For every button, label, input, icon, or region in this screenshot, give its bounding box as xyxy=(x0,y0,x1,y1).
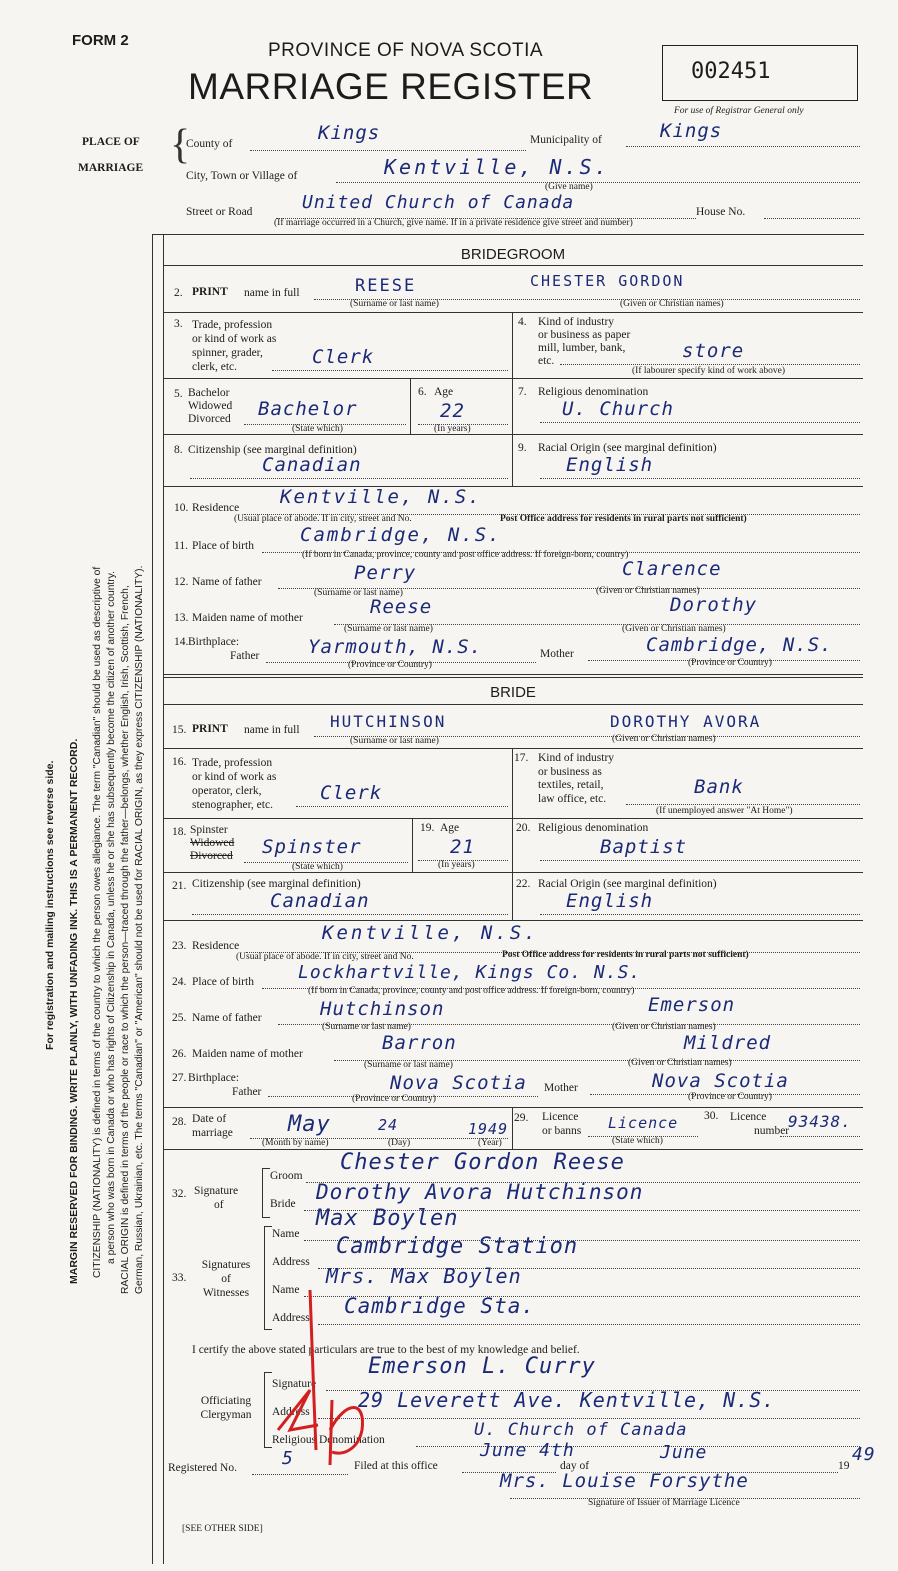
field-12-label: Name of father xyxy=(192,576,262,588)
field-17-line-3: textiles, retail, xyxy=(538,779,604,791)
groom-label: Groom xyxy=(270,1170,303,1182)
field-14-sub-father: (Province or Country) xyxy=(348,660,432,670)
sub-month: (Month by name) xyxy=(262,1138,329,1148)
field-13-sub-surname: (Surname or last name) xyxy=(344,624,433,634)
field-15-sub-surname: (Surname or last name) xyxy=(350,736,439,746)
bridegroom-heading: BRIDEGROOM xyxy=(460,246,566,263)
field-16-number: 16. xyxy=(172,756,187,768)
field-4-line-1: Kind of industry xyxy=(538,316,615,328)
field-9-label: Racial Origin (see marginal definition) xyxy=(538,442,717,454)
field-3-label xyxy=(192,318,276,374)
officiating-line-1: Officiating xyxy=(200,1395,252,1407)
field-20-label: Religious denomination xyxy=(538,822,649,834)
field-17-label xyxy=(538,752,614,806)
bride-racial-origin: English xyxy=(566,890,654,912)
register-number-box xyxy=(662,45,858,101)
margin-instructions xyxy=(0,0,150,1571)
sub-day: (Day) xyxy=(388,1138,411,1148)
field-10-sub: (Usual place of abode. If in city, street and No. xyxy=(234,514,412,524)
certification-statement: I certify the above stated particulars are true to the best of my knowledge and belief. xyxy=(192,1344,580,1356)
field-3-line-2: or kind of work as xyxy=(192,333,277,345)
field-18-line-3: Divorced xyxy=(190,850,233,862)
licence-number: 93438. xyxy=(788,1112,852,1131)
registered-number-label: Registered No. xyxy=(168,1462,237,1474)
margin-line-6: German, Russian, Ukrainian, etc. The terms "Canadian" or "American" should not be used for RACIAL ORIGIN, as they express CITIZENSHIP (NATIONALITY). xyxy=(134,565,145,1294)
field-17-number: 17. xyxy=(514,752,529,764)
field-29-label xyxy=(542,1110,581,1138)
field-23-sub-2: Post Office address for residents in rural parts not sufficient) xyxy=(502,950,749,960)
field-12-sub-surname: (Surname or last name) xyxy=(314,588,403,598)
field-18-number: 18. xyxy=(172,826,187,838)
field-5-line-3: Divorced xyxy=(188,413,231,425)
bride-heading: BRIDE xyxy=(490,684,536,701)
clergy-signature-label: Signature xyxy=(272,1378,317,1390)
field-32-number: 32. xyxy=(172,1188,187,1200)
field-9-number: 9. xyxy=(518,442,527,454)
margin-line-5: RACIAL ORIGIN is defined in terms of the people or race to which the person—traced through the father—belongs, whether English, Irish, Scottish, French, xyxy=(120,585,131,1294)
registrar-red-mark xyxy=(270,1280,390,1470)
field-11-label: Place of birth xyxy=(192,540,254,552)
field-2-sub-surname: (Surname or last name) xyxy=(350,299,439,309)
field-2-number: 2. xyxy=(174,287,183,299)
field-14-mother-label: Mother xyxy=(540,648,574,660)
margin-line-1: For registration and mailing instructions see reverse side. xyxy=(44,760,56,1050)
groom-trade: Clerk xyxy=(312,346,375,368)
witness-2-name: Mrs. Max Boylen xyxy=(326,1264,522,1288)
form-number: FORM 2 xyxy=(72,32,129,49)
field-10-label: Residence xyxy=(192,502,240,514)
field-3-number: 3. xyxy=(174,318,183,330)
field-21-number: 21. xyxy=(172,880,187,892)
field-16-line-3: operator, clerk, xyxy=(192,785,262,797)
groom-mother-given: Dorothy xyxy=(670,594,758,616)
clergy-signature: Emerson L. Curry xyxy=(368,1354,596,1379)
groom-industry: store xyxy=(682,340,745,362)
bride-mother-given: Mildred xyxy=(684,1032,772,1054)
field-3-line-1: Trade, profession xyxy=(192,319,273,331)
municipality-value: Kings xyxy=(660,120,723,142)
witness-1-address: Cambridge Station xyxy=(336,1234,579,1259)
field-4-line-2: or business as paper xyxy=(538,329,631,341)
field-22-label: Racial Origin (see marginal definition) xyxy=(538,878,717,890)
filed-label: Filed at this office xyxy=(354,1460,438,1472)
officiating-line-2: Clergyman xyxy=(200,1409,252,1421)
field-18-line-1: Spinster xyxy=(190,824,228,836)
field-2-sub-given: (Given or Christian names) xyxy=(620,299,724,309)
field-27-number: 27. xyxy=(172,1072,187,1084)
field-4-number: 4. xyxy=(518,316,527,328)
field-32-line-2: of xyxy=(214,1199,224,1211)
field-4-line-4: etc. xyxy=(538,355,555,367)
field-3-line-3: spinner, grader, xyxy=(192,347,263,359)
field-15-label: name in full xyxy=(244,724,300,736)
field-15-number: 15. xyxy=(172,724,187,736)
bride-father-given: Emerson xyxy=(648,994,736,1016)
groom-religion: U. Church xyxy=(562,398,674,420)
field-10-sub-2: Post Office address for residents in rural parts not sufficient) xyxy=(500,514,747,524)
groom-citizenship: Canadian xyxy=(262,454,362,476)
street-note: (If marriage occurred in a Church, give name. If in a private residence give street and number) xyxy=(274,218,633,228)
bride-religion: Baptist xyxy=(600,836,688,858)
field-17-line-1: Kind of industry xyxy=(538,752,615,764)
field-18-sub: (State which) xyxy=(292,862,343,872)
field-18-line-2: Widowed xyxy=(190,837,235,849)
bride-residence: Kentville, N.S. xyxy=(322,922,539,944)
field-26-number: 26. xyxy=(172,1048,187,1060)
field-32-line-1: Signature xyxy=(194,1185,239,1197)
field-8-number: 8. xyxy=(174,444,183,456)
field-16-line-1: Trade, profession xyxy=(192,757,273,769)
field-27-label-1: Birthplace: xyxy=(188,1072,240,1084)
witness-1-address-label: Address xyxy=(272,1256,310,1268)
field-23-sub: (Usual place of abode. If in city, street and No. xyxy=(236,952,414,962)
groom-father-birthplace: Yarmouth, N.S. xyxy=(308,636,483,658)
bride-surname: HUTCHINSON xyxy=(330,712,447,731)
field-22-number: 22. xyxy=(516,878,531,890)
field-7-label: Religious denomination xyxy=(538,386,649,398)
field-21-label: Citizenship (see marginal definition) xyxy=(192,878,361,890)
field-23-label: Residence xyxy=(192,940,240,952)
registrar-note: For use of Registrar General only xyxy=(674,106,804,116)
field-4-sub: (If labourer specify kind of work above) xyxy=(632,366,785,376)
see-other-side: [SEE OTHER SIDE] xyxy=(182,1524,263,1534)
issuer-signature-label: Signature of Issuer of Marriage Licence xyxy=(588,1498,740,1508)
field-19-sub: (In years) xyxy=(438,860,475,870)
field-30-line-2: number xyxy=(754,1125,790,1137)
field-33-line-1: Signatures xyxy=(201,1259,251,1271)
groom-mother-birthplace: Cambridge, N.S. xyxy=(646,634,833,656)
groom-father-given: Clarence xyxy=(622,558,722,580)
margin-line-3: CITIZENSHIP (NATIONALITY) is defined in terms of the country to which the person owes allegiance. The term "Canadian" should be used as descriptive of xyxy=(92,566,103,1278)
clergy-denomination-label: Religious Denomination xyxy=(272,1434,385,1446)
field-15-print: PRINT xyxy=(192,723,228,735)
province-title: PROVINCE OF NOVA SCOTIA xyxy=(268,40,544,61)
field-12-number: 12. xyxy=(174,576,189,588)
officiating-label xyxy=(186,1394,266,1422)
groom-birthplace: Cambridge, N.S. xyxy=(300,524,502,546)
bride-signature: Dorothy Avora Hutchinson xyxy=(316,1180,644,1204)
place-heading-2: MARRIAGE xyxy=(78,162,144,174)
field-14-label-1: Birthplace: xyxy=(188,636,240,648)
field-30-number: 30. xyxy=(704,1110,719,1122)
bride-age: 21 xyxy=(450,836,475,858)
city-value: Kentville, N.S. xyxy=(384,155,610,179)
marriage-year: 1949 xyxy=(468,1120,509,1138)
field-19-label: Age xyxy=(440,822,460,834)
brace: { xyxy=(170,122,191,168)
field-10-number: 10. xyxy=(174,502,189,514)
field-26-label: Maiden name of mother xyxy=(192,1048,303,1060)
margin-line-4: a person who was born in Canada or who has rights of Citizenship in Canada, unless he or she has subsequently become the citizen of another country. xyxy=(106,571,117,1264)
field-28-number: 28. xyxy=(172,1116,187,1128)
county-value: Kings xyxy=(318,122,381,144)
field-24-sub: (If born in Canada, province, county and post office address. If foreign-born, country) xyxy=(308,986,635,996)
field-27-sub-father: (Province or Country) xyxy=(352,1094,436,1104)
registered-number: 5 xyxy=(282,1448,294,1469)
bride-label: Bride xyxy=(270,1198,296,1210)
field-8-label: Citizenship (see marginal definition) xyxy=(188,444,357,456)
field-17-line-2: or business as xyxy=(538,765,602,778)
groom-father-surname: Perry xyxy=(354,562,417,584)
field-4-line-3: mill, lumber, bank, xyxy=(538,342,626,354)
field-5-number: 5. xyxy=(174,388,183,400)
field-27-sub-mother: (Province or Country) xyxy=(688,1092,772,1102)
witness-1-name-label: Name xyxy=(272,1228,300,1240)
witness-2-name-label: Name xyxy=(272,1284,300,1296)
field-17-sub: (If unemployed answer "At Home") xyxy=(656,806,793,816)
field-13-sub-given: (Given or Christian names) xyxy=(622,624,726,634)
bride-mother-surname: Barron xyxy=(382,1032,457,1054)
margin-line-2: MARGIN RESERVED FOR BINDING. WRITE PLAINLY, WITH UNFADING INK. THIS IS A PERMANENT RECORD. xyxy=(68,738,80,1284)
register-number: 002451 xyxy=(691,59,771,84)
bride-status: Spinster xyxy=(262,836,362,858)
page-title: MARRIAGE REGISTER xyxy=(188,66,594,107)
groom-mother-surname: Reese xyxy=(370,596,433,618)
field-7-number: 7. xyxy=(518,386,527,398)
groom-given: CHESTER GORDON xyxy=(530,272,685,290)
municipality-label: Municipality of xyxy=(530,134,602,146)
bride-given: DOROTHY AVORA xyxy=(610,712,762,731)
field-16-line-2: or kind of work as xyxy=(192,771,277,783)
witness-2-address: Cambridge Sta. xyxy=(344,1294,536,1318)
licence-type: Licence xyxy=(608,1114,679,1132)
witness-2-address-label: Address xyxy=(272,1312,310,1324)
field-19-number: 19. xyxy=(420,822,435,834)
groom-signature: Chester Gordon Reese xyxy=(340,1150,625,1175)
field-25-number: 25. xyxy=(172,1012,187,1024)
field-33-number: 33. xyxy=(172,1272,187,1284)
field-25-sub-given: (Given or Christian names) xyxy=(612,1022,716,1032)
clergy-address: 29 Leverett Ave. Kentville, N.S. xyxy=(358,1388,776,1412)
filed-year: 49 xyxy=(852,1444,876,1465)
field-28-label xyxy=(192,1112,233,1140)
field-20-number: 20. xyxy=(516,822,531,834)
field-5-sub: (State which) xyxy=(292,424,343,434)
field-26-sub-surname: (Surname or last name) xyxy=(364,1060,453,1070)
field-6-number: 6. xyxy=(418,386,427,398)
issuer-signature: Mrs. Louise Forsythe xyxy=(500,1470,749,1492)
field-24-number: 24. xyxy=(172,976,187,988)
street-label: Street or Road xyxy=(186,206,253,218)
filed-day: June 4th xyxy=(480,1440,575,1461)
field-17-line-4: law office, etc. xyxy=(538,792,607,805)
field-6-label: Age xyxy=(434,386,454,398)
field-15-sub-given: (Given or Christian names) xyxy=(612,734,716,744)
place-heading-1: PLACE OF xyxy=(82,136,140,148)
field-25-sub-surname: (Surname or last name) xyxy=(322,1022,411,1032)
bride-birthplace: Lockhartville, Kings Co. N.S. xyxy=(298,962,642,983)
clergy-address-label: Address xyxy=(272,1406,310,1418)
field-28-line-1: Date of xyxy=(192,1113,227,1125)
groom-status: Bachelor xyxy=(258,398,358,420)
field-5-line-2: Widowed xyxy=(188,400,233,412)
field-16-label xyxy=(192,756,276,812)
house-label: House No. xyxy=(696,206,746,218)
field-27-mother-label: Mother xyxy=(544,1082,578,1094)
groom-age: 22 xyxy=(440,400,465,422)
field-29-line-2: or banns xyxy=(542,1125,582,1137)
field-33-line-2: of xyxy=(221,1273,231,1285)
field-32-label xyxy=(194,1184,238,1212)
bride-father-birthplace: Nova Scotia xyxy=(390,1072,527,1094)
day-of-label: day of xyxy=(560,1460,590,1472)
city-label: City, Town or Village of xyxy=(186,170,298,182)
county-label: County of xyxy=(186,138,233,150)
field-29-number: 29. xyxy=(514,1112,529,1124)
street-value: United Church of Canada xyxy=(302,192,575,213)
field-24-label: Place of birth xyxy=(192,976,254,988)
field-29-sub: (State which) xyxy=(612,1136,663,1146)
groom-surname: REESE xyxy=(355,276,417,296)
year-prefix: 19 xyxy=(838,1460,850,1472)
field-12-sub-given: (Given or Christian names) xyxy=(596,586,700,596)
field-16-line-4: stenographer, etc. xyxy=(192,799,273,811)
field-30-line-1: Licence xyxy=(730,1111,767,1123)
field-26-sub-given: (Given or Christian names) xyxy=(628,1058,732,1068)
field-6-sub: (In years) xyxy=(434,424,471,434)
field-29-line-1: Licence xyxy=(542,1111,579,1123)
field-28-line-2: marriage xyxy=(192,1127,233,1139)
field-23-number: 23. xyxy=(172,940,187,952)
field-14-sub-mother: (Province or Country) xyxy=(688,658,772,668)
field-11-sub: (If born in Canada, province, county and post office address. If foreign-born, country) xyxy=(302,550,629,560)
sub-year: (Year) xyxy=(478,1138,502,1148)
field-3-line-4: clerk, etc. xyxy=(192,361,238,373)
filed-month: June xyxy=(660,1442,708,1463)
field-2-print: PRINT xyxy=(192,286,228,298)
field-14-label-2: Father xyxy=(230,650,260,662)
marriage-day: 24 xyxy=(378,1116,399,1134)
bride-father-surname: Hutchinson xyxy=(320,998,445,1020)
clergy-denomination: U. Church of Canada xyxy=(474,1420,688,1440)
field-18-label xyxy=(190,824,234,863)
field-27-label-2: Father xyxy=(232,1086,262,1098)
field-13-number: 13. xyxy=(174,612,189,624)
field-14-number: 14. xyxy=(174,636,189,648)
marriage-month: May xyxy=(288,1112,331,1137)
field-4-label xyxy=(538,316,630,368)
field-33-line-3: Witnesses xyxy=(202,1287,250,1299)
bride-mother-birthplace: Nova Scotia xyxy=(652,1070,789,1092)
bride-citizenship: Canadian xyxy=(270,890,370,912)
witness-1-name: Max Boylen xyxy=(316,1206,459,1231)
groom-residence: Kentville, N.S. xyxy=(280,486,482,508)
field-5-label xyxy=(188,387,232,426)
field-13-label: Maiden name of mother xyxy=(192,612,303,624)
field-2-label: name in full xyxy=(244,287,300,299)
give-name-note: (Give name) xyxy=(545,182,593,192)
field-25-label: Name of father xyxy=(192,1012,262,1024)
field-11-number: 11. xyxy=(174,540,188,552)
field-33-label xyxy=(186,1258,266,1300)
bride-trade: Clerk xyxy=(320,782,383,804)
field-5-line-1: Bachelor xyxy=(188,387,230,399)
field-30-label xyxy=(730,1110,789,1138)
groom-racial-origin: English xyxy=(566,454,654,476)
bride-industry: Bank xyxy=(694,776,744,798)
